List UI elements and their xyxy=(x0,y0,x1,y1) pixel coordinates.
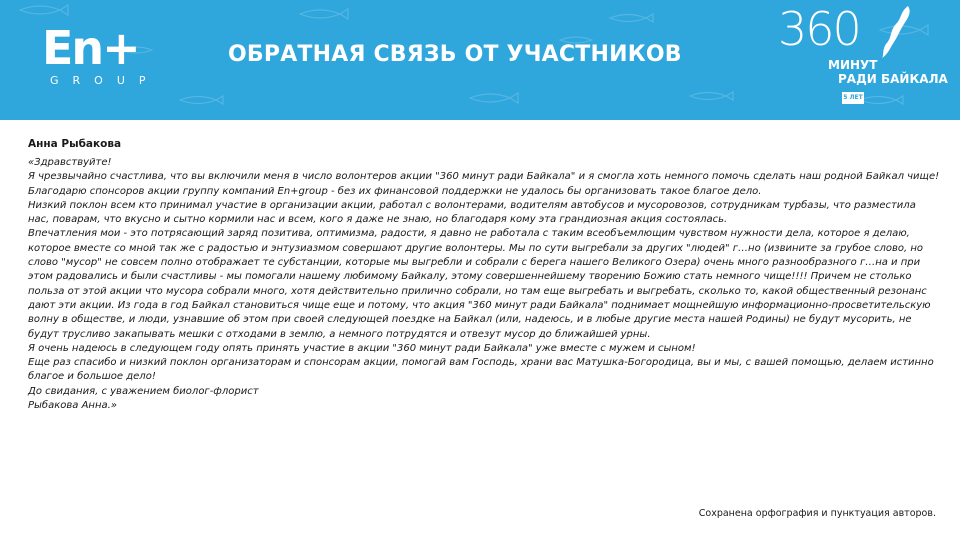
event-logo-360-minutes xyxy=(770,0,960,120)
letter-paragraph: Низкий поклон всем кто принимал участие в организации акции, работал с волонтерами, водителям автобусов и мусоровозов, сотрудникам турбазы, что разместила нас, поварам, что вкусно и сытно кормили нас и всем, кого я даже не знаю, но благодаря кому эта грандиозная акция состоялась. xyxy=(28,199,916,226)
letter-paragraph: До свидания, с уважением биолог-флорист xyxy=(28,385,259,397)
feedback-letter xyxy=(28,136,940,413)
letter-paragraph: «Здравствуйте! xyxy=(28,157,112,168)
baikal-lake-icon xyxy=(878,4,918,60)
letter-paragraph: Я чрезвычайно счастлива, что вы включили меня в число волонтеров акции "360 минут ради Байкала" и я смогла хоть немного помочь сделать наш родной Байкал чище! Благодарю спонсоров акции группу компаний En+group - без их финансовой поддержки не удалось бы организовать такое благое дело. xyxy=(28,171,940,197)
letter-paragraph: Впечатления мои - это потрясающий заряд позитива, оптимизма, радости, я давно не работала с таким всеобъемлющим чувством нужности дела, которое я делаю, которое вместе со мной так же с радостью и энтузиазмом совершают другие волонтеры. Мы по сути выгребали за других "людей" г…но (извините за грубое слово, но слово "мусор" не совсем полно отображает те субстанции, которые мы выгребли и собрали с берега нашего Великого Озера) очень много разнообразного г…на и при этом радовались и были счастливы - мы помогали нашему любимому Байкалу, этому совершеннейшему творению Божию стать немного чище!!!! Причем не столько польза от этой акции что мусора собрали много, хотя действительно прилично собрали, но там еще выгребать и выгребать, сколько то, какой общественный резонанс дают эти акции. Из года в год Байкал становиться чище еще и потому, что акция "360 минут ради Байкала" поднимает мощнейшую информационно-просветительскую волну в обществе, и люди, узнавшие об этом при своей следующей поездке на Байкал (или, надеюсь, и в любые другие места нашей Родины) не будут мусорить, не будут трусливо закапывать мешки с отходами в землю, а немного потрудятся и отвезут мусор до ближайшей урны. xyxy=(28,228,931,340)
logo-subtitle: GROUP xyxy=(50,74,160,87)
footer-note: Сохранена орфография и пунктуация авторов. xyxy=(698,508,936,519)
header-banner xyxy=(0,0,960,120)
event-line-1: МИНУТ xyxy=(828,58,878,72)
letter-paragraph: Рыбакова Анна.» xyxy=(28,400,117,412)
en-plus-group-logo xyxy=(42,21,160,92)
event-number: 360 xyxy=(778,2,860,56)
event-line-2: РАДИ БАЙКАЛА xyxy=(838,72,948,86)
letter-author: Анна Рыбакова xyxy=(28,138,122,150)
letter-paragraph: Я очень надеюсь в следующем году опять принять участие в акции "360 минут ради Байкала" уже вместе с мужем и сыном! xyxy=(28,342,696,354)
page-title: ОБРАТНАЯ СВЯЗЬ ОТ УЧАСТНИКОВ xyxy=(228,42,682,67)
logo-mark: En+ xyxy=(42,21,139,75)
letter-paragraph: Еще раз спасибо и низкий поклон организаторам и спонсорам акции, помогай вам Господь, храни вас Матушка-Богородица, вы и мы, с вашей помощью, делаем истинно благое и большое дело! xyxy=(28,357,934,383)
event-years-badge: 5 ЛЕТ xyxy=(842,92,864,104)
